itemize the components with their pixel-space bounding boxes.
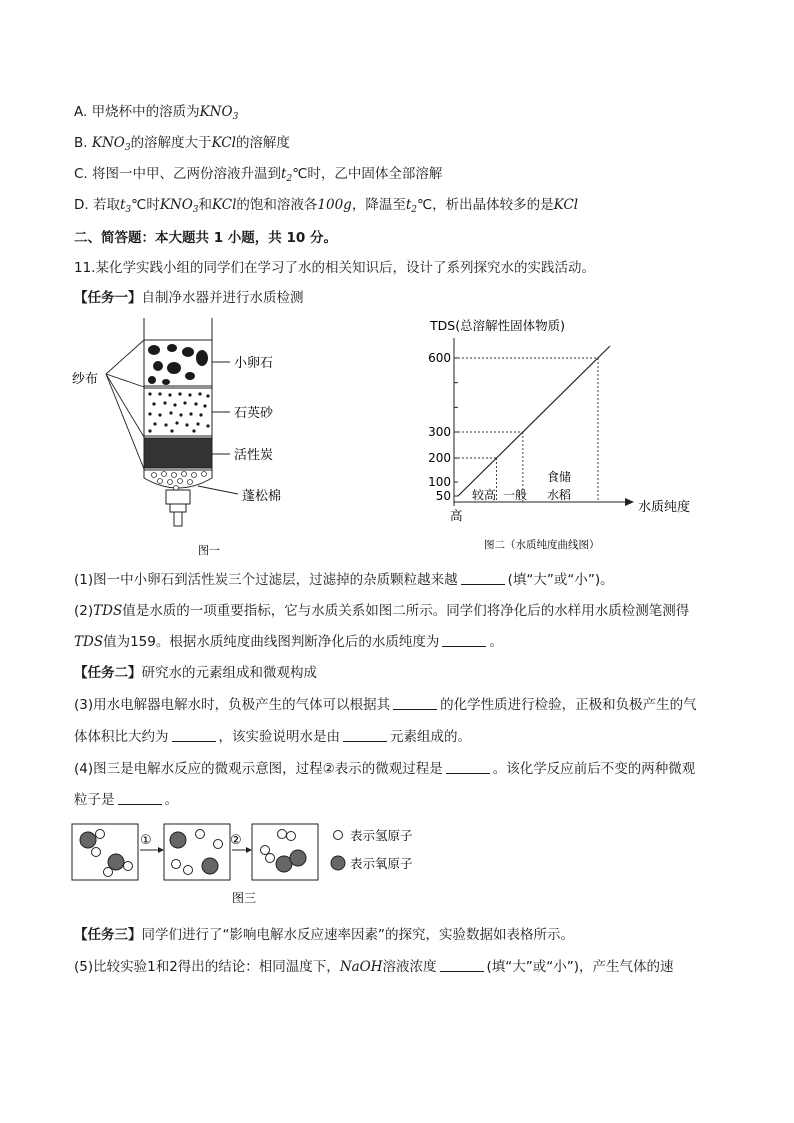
step-2-label: ② (230, 833, 242, 848)
hydrogen-legend-icon (334, 831, 343, 840)
question-2-line-1: (2)TDS值是水质的一项重要指标，它与水质关系如图二所示。同学们将净化后的水样用水质检测笔测得 (74, 603, 690, 619)
region-normal-label: 一般 (503, 488, 528, 502)
question-1: (1)图一中小卵石到活性炭三个过滤层，过滤掉的杂质颗粒越来越 (填“大”或“小”)。 (74, 572, 614, 588)
electrolysis-micro-diagram (70, 822, 430, 912)
cotton-label: 蓬松棉 (242, 489, 282, 504)
carbon-label: 活性炭 (234, 448, 274, 463)
outlet-neck (166, 490, 190, 504)
purity-line (458, 346, 610, 496)
carbon-layer (144, 438, 212, 468)
option-d: D. 若取$t_3℃$时$KNO_3$和KCl的饱和溶液各100g，降温至$t_2℃$，析出晶体较多的是KCl (74, 197, 579, 215)
section-heading: 二、简答题：本大题共 1 小题，共 10 分。 (74, 230, 337, 246)
pebble-label: 小卵石 (234, 356, 274, 371)
y-tick-label-600: 600 (428, 351, 451, 365)
y-tick-label-50: 50 (435, 489, 451, 503)
step-1-label: ① (140, 833, 152, 848)
water-filter-figure (70, 318, 300, 568)
oxygen-legend-icon (331, 856, 345, 870)
question-11: 11.某化学实践小组的同学们在学习了水的相关知识后，设计了系列探究水的实践活动。 (74, 260, 595, 276)
chart-x-label: 水质纯度 (638, 500, 691, 515)
figure-2-caption: 图二（水质纯度曲线图） (484, 539, 600, 551)
tds-purity-chart (420, 312, 720, 558)
outlet-spout (174, 512, 182, 526)
y-tick-label-300: 300 (428, 425, 451, 439)
option-b: B. $KNO_3$的溶解度大于KCl的溶解度 (74, 135, 290, 153)
x-axis-arrow (625, 498, 634, 506)
x-start-label: 高 (450, 508, 463, 523)
hydrogen-legend-label: 表示氢原子 (350, 828, 413, 843)
task-3-heading: 【任务三】同学们进行了“影响电解水反应速率因素”的探究，实验数据如表格所示。 (74, 927, 574, 943)
answer-blank-4a[interactable] (446, 761, 490, 774)
question-4-line-1: (4)图三是电解水反应的微观示意图，过程②表示的微观过程是 。该化学反应前后不变的两种微观 (74, 761, 696, 777)
region-storage-label-1: 食储 (547, 470, 572, 484)
quartz-label: 石英砂 (234, 406, 274, 421)
figure-1-caption: 图一 (198, 544, 220, 557)
gauze-label: 纱布 (72, 372, 99, 387)
answer-blank-4b[interactable] (118, 792, 162, 805)
answer-blank-1[interactable] (461, 572, 505, 585)
task-2-heading: 【任务二】研究水的元素组成和微观构成 (74, 665, 317, 681)
question-5: (5)比较实验1和2得出的结论：相同温度下，NaOH溶液浓度 (填“大”或“小”)，产生气体的速 (74, 959, 674, 975)
chart-y-label: TDS(总溶解性固体物质) (430, 318, 565, 333)
gauze-pointers (106, 340, 144, 469)
region-storage-label-2: 水稻 (547, 488, 572, 502)
y-tick-label-100: 100 (428, 475, 451, 489)
answer-blank-2[interactable] (442, 634, 486, 647)
answer-blank-5[interactable] (440, 959, 484, 972)
option-c: C. 将图一中甲、乙两份溶液升温到$t_2℃$时，乙中固体全部溶解 (74, 166, 443, 184)
question-3-line-2: 体体积比大约为 ，该实验说明水是由 元素组成的。 (74, 729, 471, 745)
question-2-line-2: TDS值为159。根据水质纯度曲线图判断净化后的水质纯度为 。 (74, 634, 503, 650)
answer-blank-3c[interactable] (343, 729, 387, 742)
oxygen-legend-label: 表示氧原子 (350, 856, 413, 871)
question-3-line-1: (3)用水电解器电解水时，负极产生的气体可以根据其 的化学性质进行检验，正极和负极产生的气 (74, 697, 697, 713)
outlet-cap (170, 504, 186, 512)
question-4-line-2: 粒子是 。 (74, 792, 178, 808)
y-tick-label-200: 200 (428, 451, 451, 465)
answer-blank-3a[interactable] (393, 697, 437, 710)
task-1-heading: 【任务一】自制净水器并进行水质检测 (74, 290, 304, 306)
quartz-layer (144, 388, 212, 436)
answer-blank-3b[interactable] (172, 729, 216, 742)
region-high-label: 较高 (472, 488, 497, 502)
option-a: A. 甲烧杯中的溶质为$KNO_3$ (74, 104, 239, 122)
figure-3-caption: 图三 (232, 891, 257, 905)
